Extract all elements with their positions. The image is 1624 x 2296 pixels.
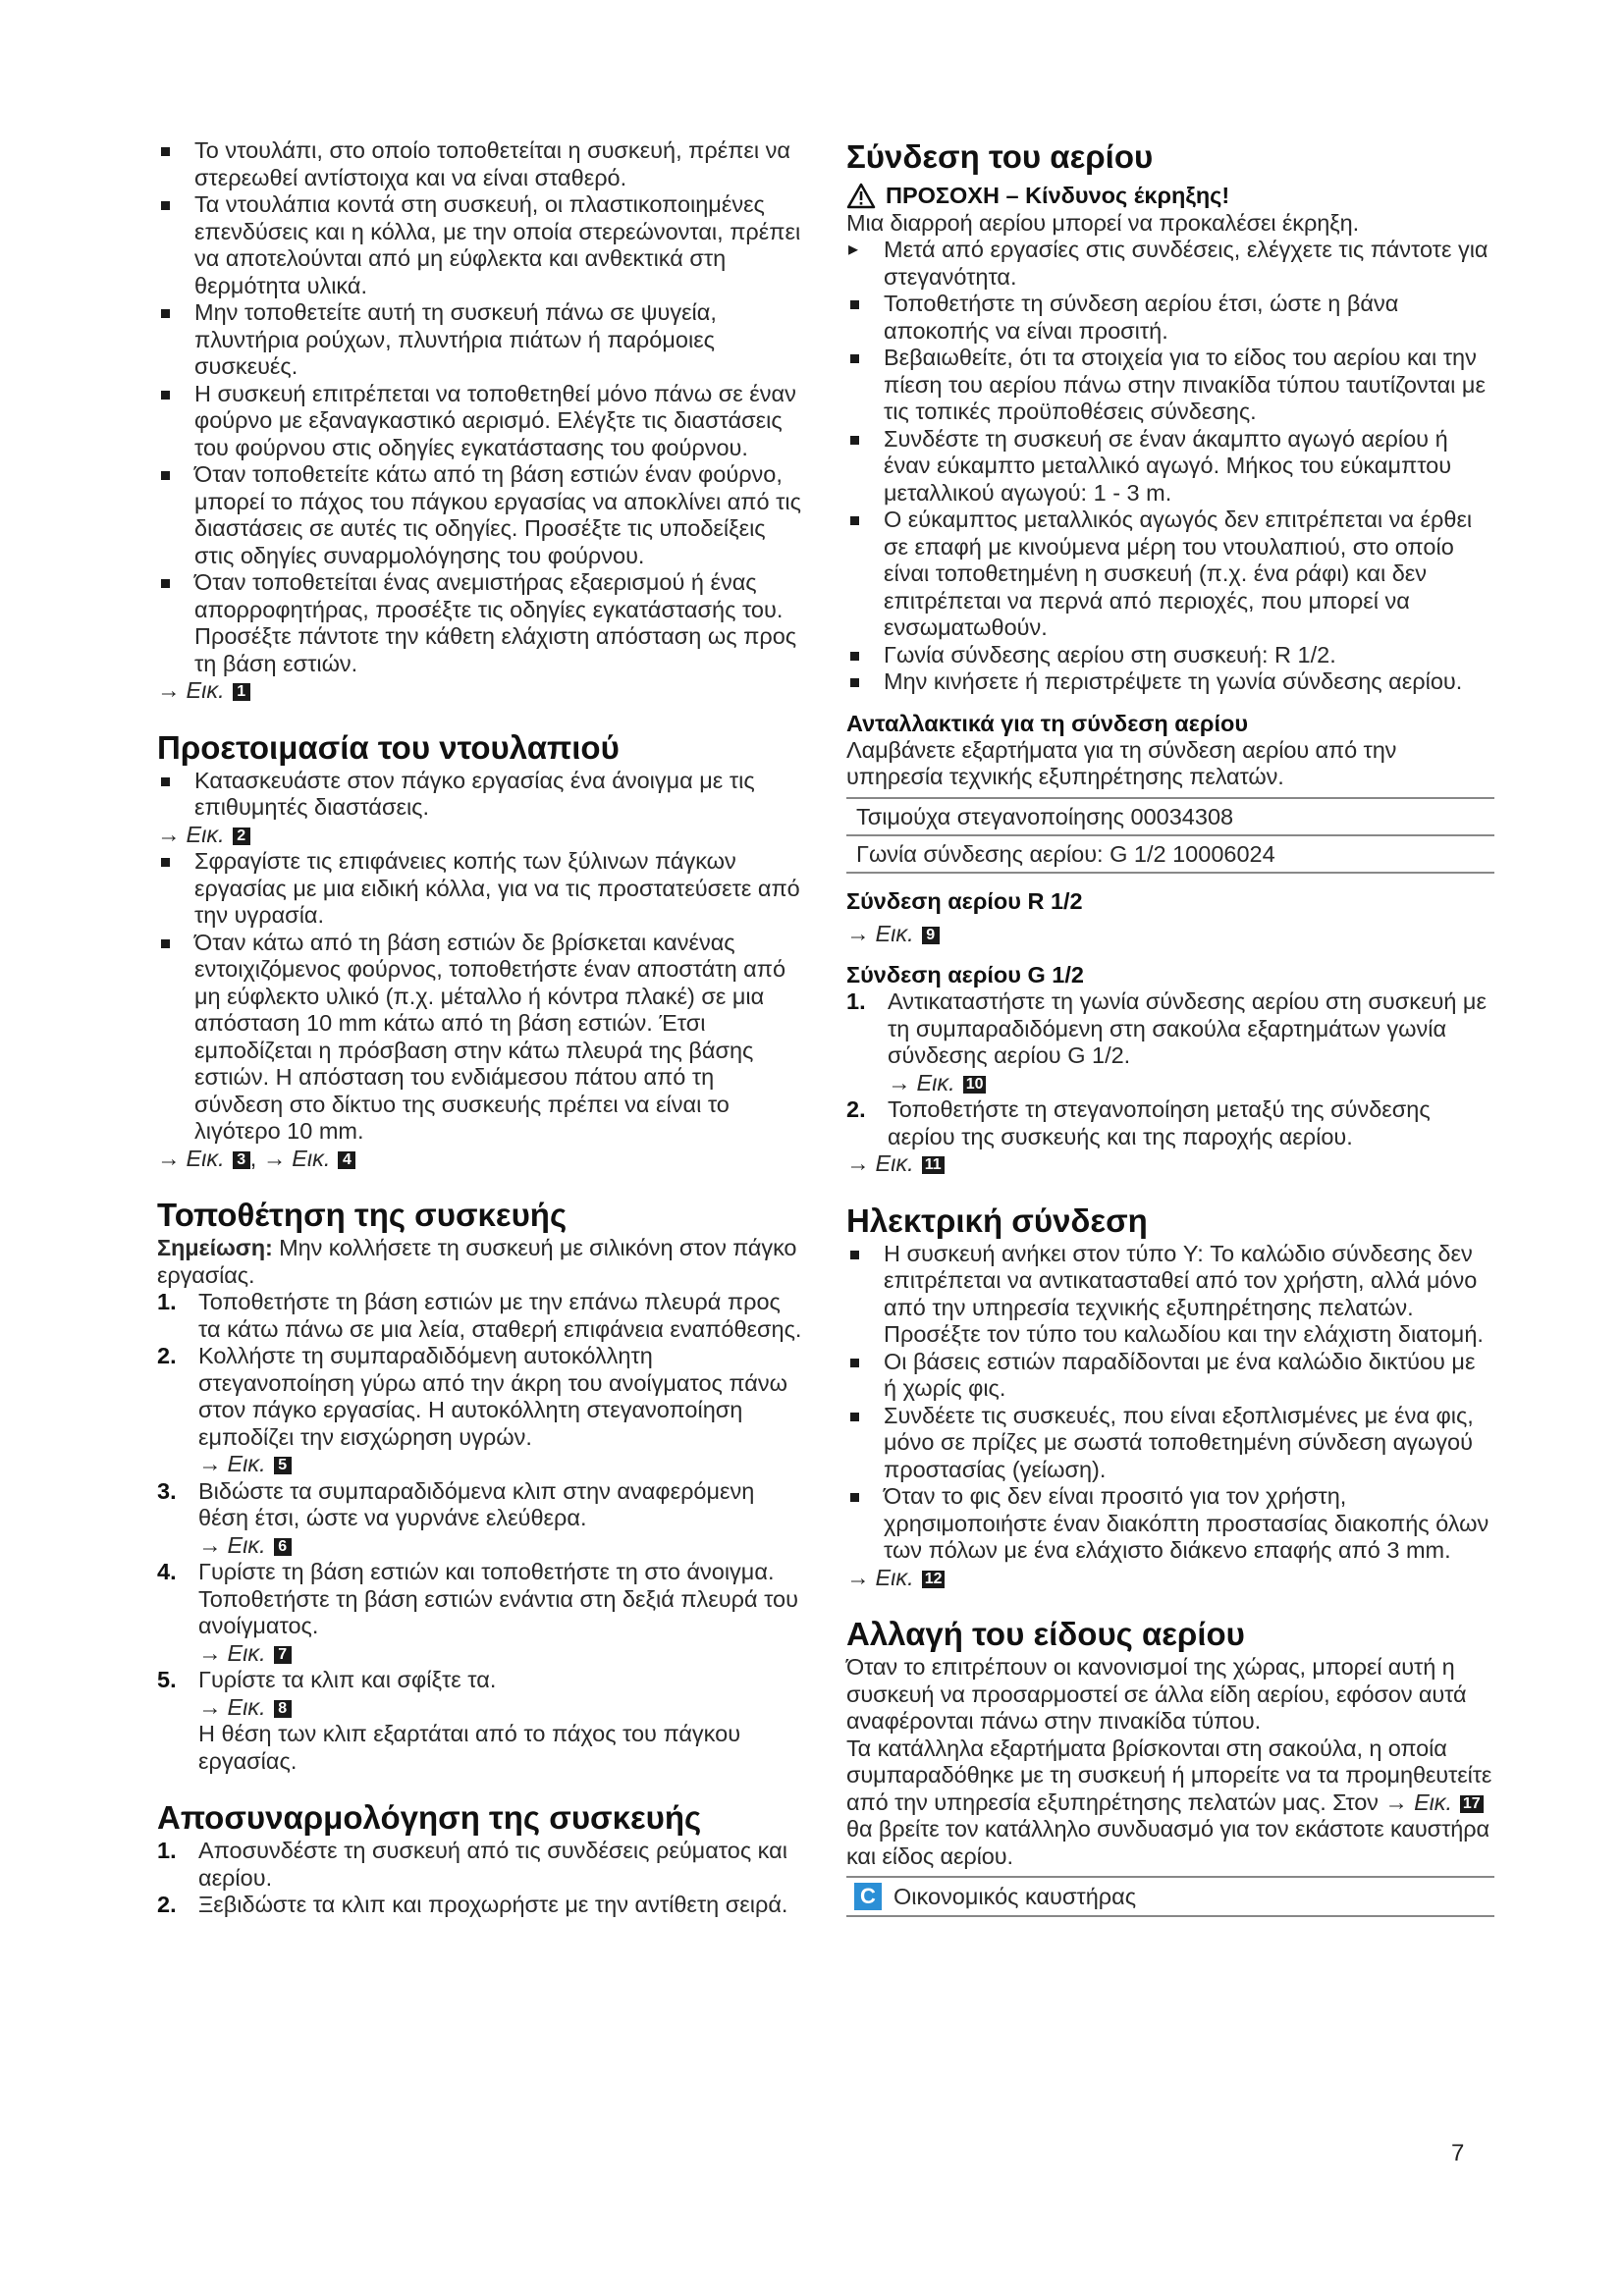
figure-number-badge: 1: [233, 683, 250, 701]
paragraph: Τα κατάλληλα εξαρτήματα βρίσκονται στη σακούλα, η οποία συμπαραδόθηκε με τη συσκευή ή μπορείτε να τα προμηθευτείτε από την υπηρεσία εξυπηρέτησης πελατών μας. Στον → Εικ. 17 θα βρείτε τον κατάλληλο συνδυασμό για τον εκάστοτε καυστήρα και είδος αερίου.: [846, 1735, 1492, 1869]
intro-bullets: [157, 137, 805, 677]
figure-ref: → Εικ. 10: [888, 1070, 1494, 1097]
burner-type-badge: C: [854, 1883, 882, 1910]
section-title-uninstall: Αποσυναρμολόγηση της συσκευής: [157, 1799, 702, 1836]
figure-number-badge: 17: [1460, 1795, 1484, 1813]
figure-number-badge: 11: [922, 1156, 945, 1174]
table-row: Τσιμούχα στεγανοποίησης 00034308: [846, 799, 1494, 836]
figure-ref: → Εικ. 5: [198, 1451, 805, 1478]
figure-number-badge: 10: [963, 1076, 987, 1094]
list-item: Όταν κάτω από τη βάση εστιών δε βρίσκεται κανένας εντοιχιζόμενος φούρνος, τοποθετήστε έναν αποστάτη από μη εύφλεκτο υλικό (π.χ. μέταλλο ή κόντρα πλακέ) σε μια απόσταση 10 mm κάτω από τη βάση εστιών. Έτσι εμποδίζεται η πρόσβαση στην κάτω πλευρά της βάσης εστιών. Η απόσταση του ενδιάμεσου πάτου από τη σύνδεση στο δίκτυο της συσκευής πρέπει να είναι το λιγότερο 10 mm.: [157, 930, 805, 1146]
section-title-prep: Προετοιμασία του ντουλαπιού: [157, 728, 620, 766]
list-item: Όταν τοποθετείτε κάτω από τη βάση εστιών έναν φούρνο, μπορεί το πάχος του πάγκου εργασίας να αποκλίνει από τις διαστάσεις σε αυτές τις οδηγίες. Προσέξτε τις υποδείξεις στις οδηγίες συναρμολόγησης του φούρνου.: [157, 461, 805, 569]
paragraph: Λαμβάνετε εξαρτήματα για τη σύνδεση αερίου από την υπηρεσία τεχνικής εξυπηρέτησης πελατών.: [846, 736, 1397, 789]
step: 1. Τοποθετήστε τη βάση εστιών με την επάνω πλευρά προς τα κάτω πάνω σε μια λεία, σταθερή επιφάνεια εναπόθεσης.: [157, 1289, 802, 1342]
figure-ref: → Εικ. 3 , → Εικ. 4: [157, 1146, 805, 1173]
figure-number-badge: 4: [338, 1151, 355, 1169]
figure-number-badge: 12: [922, 1571, 946, 1588]
warning-action: ▸ Μετά από εργασίες στις συνδέσεις, ελέγχετε τις πάντοτε για στεγανότητα.: [846, 237, 1494, 291]
step: 1. Αποσυνδέστε τη συσκευή από τις συνδέσεις ρεύματος και αερίου.: [157, 1838, 787, 1891]
paragraph: Όταν το επιτρέπουν οι κανονισμοί της χώρας, μπορεί αυτή η συσκευή να προσαρμοστεί σε άλλα είδη αερίου, εφόσον αυτά αναφέρονται πάνω στην πινακίδα τύπου.: [846, 1654, 1467, 1734]
figure-ref: → Εικ. 8: [198, 1694, 805, 1722]
figure-ref: → Εικ. 7: [198, 1640, 805, 1668]
section-title-gas: Σύνδεση του αερίου: [846, 138, 1154, 175]
subsection-title-g12: Σύνδεση αερίου G 1/2: [846, 962, 1084, 988]
spare-parts-table: [846, 797, 1494, 874]
figure-ref: → Εικ. 2: [157, 822, 805, 849]
figure-ref: → Εικ. 1: [157, 677, 805, 705]
list-item: Γωνία σύνδεσης αερίου στη συσκευή: R 1/2.: [846, 642, 1494, 669]
figure-number-badge: 9: [922, 927, 940, 944]
figure-number-badge: 8: [274, 1700, 292, 1718]
list-item: Μην τοποθετείτε αυτή τη συσκευή πάνω σε ψυγεία, πλυντήρια ρούχων, πλυντήρια πιάτων ή παρόμοιες συσκευές.: [157, 299, 805, 381]
list-item: Το ντουλάπι, στο οποίο τοποθετείται η συσκευή, πρέπει να στερεωθεί αντίστοιχα και να είναι σταθερό.: [157, 137, 805, 191]
step: 4. Γυρίστε τη βάση εστιών και τοποθετήστε τη στο άνοιγμα. Τοποθετήστε τη βάση εστιών ενάντια στη δεξιά πλευρά του ανοίγματος. → Εικ. 7: [157, 1559, 805, 1667]
list-item: Τοποθετήστε τη σύνδεση αερίου έτσι, ώστε η βάνα αποκοπής να είναι προσιτή.: [846, 291, 1494, 345]
list-item: Οι βάσεις εστιών παραδίδονται με ένα καλώδιο δικτύου με ή χωρίς φις.: [846, 1349, 1494, 1403]
figure-number-badge: 6: [274, 1538, 292, 1556]
step: 2. Κολλήστε τη συμπαραδιδόμενη αυτοκόλλητη στεγανοποίηση γύρω από την άκρη του ανοίγματος πάνω στον πάγκο εργασίας. Η αυτοκόλλητη στεγανοποίηση εμποδίζει την εισχώρηση υγρών. → Εικ. 5: [157, 1343, 805, 1478]
burner-type-label: Οικονομικός καυστήρας: [893, 1884, 1137, 1909]
list-item: Η συσκευή ανήκει στον τύπο Y: Το καλώδιο σύνδεσης δεν επιτρέπεται να αντικατασταθεί από τον χρήστη, αλλά μόνο από την υπηρεσία τεχνικής εξυπηρέτησης πελατών. Προσέξτε τον τύπο του καλωδίου και την ελάχιστη διατομή.: [846, 1241, 1494, 1349]
page-number: 7: [1451, 2140, 1465, 2166]
step: 2. Ξεβιδώστε τα κλιπ και προχωρήστε με την αντίθετη σειρά.: [157, 1892, 788, 1917]
list-item: Η συσκευή επιτρέπεται να τοποθετηθεί μόνο πάνω σε έναν φούρνο με εξαναγκαστικό αερισμό. Ελέγξτε τις διαστάσεις του φούρνου στις οδηγίες εγκατάστασης του φούρνου.: [157, 381, 805, 462]
left-column: [157, 137, 805, 1919]
list-item: Βεβαιωθείτε, ότι τα στοιχεία για το είδος του αερίου και την πίεση του αερίου πάνω στην πινακίδα τύπου ταυτίζονται με τις τοπικές προϋποθέσεις σύνδεσης.: [846, 345, 1494, 426]
section-title-change: Αλλαγή του είδους αερίου: [846, 1616, 1245, 1652]
subsection-title-r12: Σύνδεση αερίου R 1/2: [846, 887, 1083, 914]
list-item: Συνδέστε τη συσκευή σε έναν άκαμπτο αγωγό αερίου ή έναν εύκαμπτο μεταλλικό αγωγό. Μήκος του εύκαμπτου μεταλλικού αγωγού: 1 - 3 m.: [846, 426, 1494, 507]
right-column: [846, 137, 1494, 1917]
step: 3. Βιδώστε τα συμπαραδιδόμενα κλιπ στην αναφερόμενη θέση έτσι, ώστε να γυρνάνε ελεύθερα. → Εικ. 6: [157, 1478, 805, 1560]
list-item: Όταν το φις δεν είναι προσιτό για τον χρήστη, χρησιμοποιήστε έναν διακόπτη προστασίας διακοπής όλων των πόλων με ένα ελάχιστο διάκενο επαφής από 3 mm.: [846, 1483, 1494, 1565]
note: Σημείωση: Μην κολλήσετε τη συσκευή με σιλικόνη στον πάγκο εργασίας.: [157, 1235, 797, 1288]
subsection-title-spares: Ανταλλακτικά για τη σύνδεση αερίου: [846, 710, 1249, 736]
warning-triangle-icon: [846, 183, 876, 209]
list-item: Όταν τοποθετείται ένας ανεμιστήρας εξαερισμού ή ένας απορροφητήρας, προσέξτε τις οδηγίες εγκατάστασής του. Προσέξτε πάντοτε την κάθετη ελάχιστη απόσταση ως προς τη βάση εστιών.: [157, 569, 805, 677]
list-item: Ο εύκαμπτος μεταλλικός αγωγός δεν επιτρέπεται να έρθει σε επαφή με κινούμενα μέρη του ντουλαπιού, στο οποίο είναι τοποθετημένη η συσκευή (π.χ. ένα ράφι) και δεν επιτρέπεται να περνά από περιοχές, που μπορεί να ενσωματωθούν.: [846, 507, 1494, 642]
figure-ref: → Εικ. 12: [846, 1565, 1494, 1592]
figure-ref: → Εικ. 11: [846, 1150, 1494, 1178]
section-title-install: Τοποθέτηση της συσκευής: [157, 1197, 568, 1233]
list-item: Τα ντουλάπια κοντά στη συσκευή, οι πλαστικοποιημένες επενδύσεις και η κόλλα, με την οποία στερεώνονται, πρέπει να αποτελούνται από μη εύφλεκτα και ανθεκτικά στη θερμότητα υλικά.: [157, 191, 805, 299]
list-item: Μην κινήσετε ή περιστρέψετε τη γωνία σύνδεσης αερίου.: [846, 668, 1494, 696]
figure-number-badge: 2: [233, 828, 250, 845]
figure-number-badge: 3: [233, 1151, 250, 1169]
table-row: Γωνία σύνδεσης αερίου: G 1/2 10006024: [846, 836, 1494, 874]
burner-legend-row: [846, 1876, 1494, 1917]
figure-number-badge: 7: [274, 1646, 292, 1664]
list-item: Σφραγίστε τις επιφάνειες κοπής των ξύλινων πάγκων εργασίας με μια ειδική κόλλα, για να τις προστατεύσετε από την υγρασία.: [157, 848, 805, 930]
note-label: Σημείωση:: [157, 1235, 273, 1260]
warning-heading: ΠΡΟΣΟΧΗ – Κίνδυνος έκρηξης!: [846, 183, 1494, 210]
figure-ref: → Εικ. 6: [198, 1532, 805, 1560]
list-item: Κατασκευάστε στον πάγκο εργασίας ένα άνοιγμα με τις επιθυμητές διαστάσεις.: [157, 768, 805, 822]
step-note: Η θέση των κλιπ εξαρτάται από το πάχος του πάγκου εργασίας.: [198, 1721, 741, 1774]
warning-text: Μια διαρροή αερίου μπορεί να προκαλέσει έκρηξη.: [846, 209, 1359, 236]
step: 1. Αντικαταστήστε τη γωνία σύνδεσης αερίου στη συσκευή με τη συμπαραδιδόμενη στη σακούλα εξαρτημάτων γωνία σύνδεσης αερίου G 1/2. → Εικ. 10: [846, 988, 1494, 1096]
figure-ref: → Εικ. 9: [846, 921, 1494, 948]
step: 5. Γυρίστε τα κλιπ και σφίξτε τα. → Εικ. 8 Η θέση των κλιπ εξαρτάται από το πάχος του πάγκου εργασίας.: [157, 1667, 805, 1775]
section-title-electric: Ηλεκτρική σύνδεση: [846, 1201, 1148, 1239]
step: 2. Τοποθετήστε τη στεγανοποίηση μεταξύ της σύνδεσης αερίου της συσκευής και της παροχής αερίου.: [846, 1096, 1431, 1149]
list-item: Συνδέετε τις συσκευές, που είναι εξοπλισμένες με ένα φις, μόνο σε πρίζες με σωστά τοποθετημένη σύνδεση αγωγού προστασίας (γείωση).: [846, 1403, 1494, 1484]
figure-number-badge: 5: [274, 1457, 292, 1474]
